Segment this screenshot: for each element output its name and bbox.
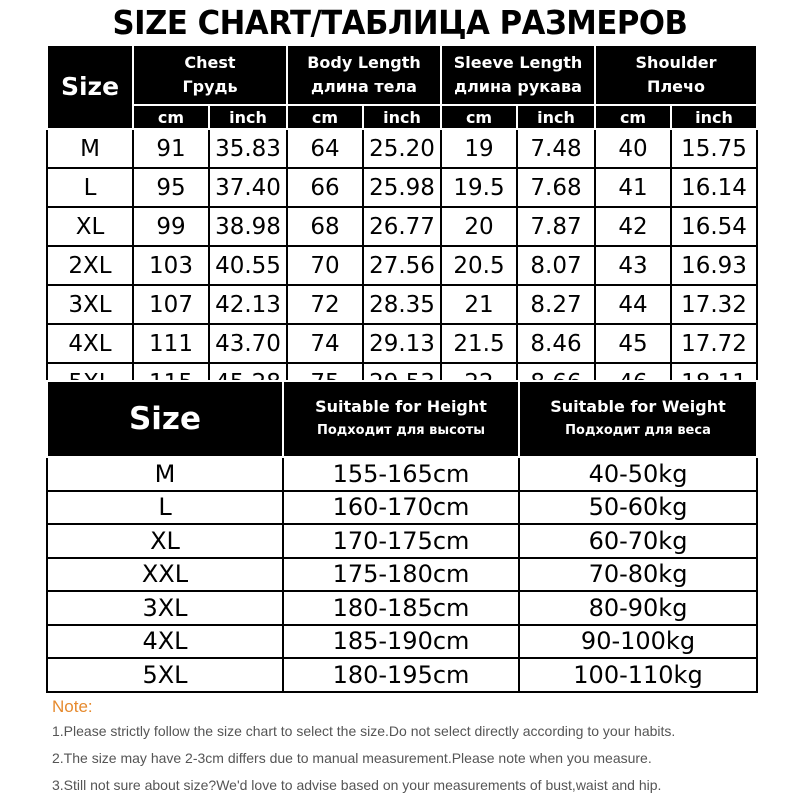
measurement-cell: 7.48: [517, 129, 595, 168]
measurement-cell: 15.75: [671, 129, 757, 168]
measurement-cell: 72: [287, 285, 363, 324]
size-cell: XL: [47, 207, 133, 246]
measurement-cell: 27.56: [363, 246, 441, 285]
measurement-cell: 45: [595, 324, 671, 363]
unit-header: cm: [287, 105, 363, 129]
fit-size-cell: XL: [47, 524, 283, 558]
table-row: [47, 558, 757, 592]
table-row: [47, 324, 757, 363]
body-length-header-en: Body Length: [307, 53, 421, 72]
sleeve-length-header-ru: длина рукава: [454, 77, 582, 96]
note-line-3: 3.Still not sure about size?We'd love to advise based on your measurements of bust,waist and hip.: [52, 777, 662, 793]
body-length-header-ru: длина тела: [311, 77, 417, 96]
measurement-cell: 95: [133, 168, 209, 207]
measurement-cell: 107: [133, 285, 209, 324]
weight-cell: 80-90kg: [519, 591, 757, 625]
table-row: [47, 625, 757, 659]
height-cell: 170-175cm: [283, 524, 519, 558]
measurement-cell: 25.98: [363, 168, 441, 207]
measurement-cell: 28.35: [363, 285, 441, 324]
measurement-cell: 44: [595, 285, 671, 324]
measurement-cell: 37.40: [209, 168, 287, 207]
measurement-cell: 20: [441, 207, 517, 246]
measurement-cell: 38.98: [209, 207, 287, 246]
fit-table: [46, 380, 758, 693]
measurement-cell: 21.5: [441, 324, 517, 363]
unit-header: cm: [595, 105, 671, 129]
measurement-cell: 103: [133, 246, 209, 285]
measurement-cell: 40: [595, 129, 671, 168]
measurement-table: [46, 44, 758, 403]
measurement-cell: 25.20: [363, 129, 441, 168]
weight-header: [519, 381, 757, 457]
note-line-1: 1.Please strictly follow the size chart to select the size.Do not select directly according to your habits.: [52, 723, 676, 739]
size-header: Size: [47, 45, 133, 129]
weight-cell: 60-70kg: [519, 524, 757, 558]
chest-header-ru: Грудь: [182, 77, 238, 96]
measurement-cell: 42: [595, 207, 671, 246]
fit-size-cell: 3XL: [47, 591, 283, 625]
table-row: [47, 129, 757, 168]
fit-size-header: Size: [47, 381, 283, 457]
measurement-cell: 43: [595, 246, 671, 285]
fit-size-cell: 4XL: [47, 625, 283, 659]
measurement-cell: 19.5: [441, 168, 517, 207]
measurement-cell: 16.93: [671, 246, 757, 285]
height-cell: 185-190cm: [283, 625, 519, 659]
size-cell: 3XL: [47, 285, 133, 324]
measurement-cell: 17.72: [671, 324, 757, 363]
fit-size-cell: XXL: [47, 558, 283, 592]
measurement-cell: 17.32: [671, 285, 757, 324]
measurement-cell: 74: [287, 324, 363, 363]
measurement-cell: 35.83: [209, 129, 287, 168]
table-row: [47, 658, 757, 692]
measurement-cell: 43.70: [209, 324, 287, 363]
unit-header: cm: [441, 105, 517, 129]
table-row: [47, 591, 757, 625]
unit-header: cm: [133, 105, 209, 129]
measurement-cell: 7.87: [517, 207, 595, 246]
body-length-header: [287, 45, 441, 105]
table-row: [47, 246, 757, 285]
weight-cell: 50-60kg: [519, 491, 757, 525]
chest-header-en: Chest: [184, 53, 236, 72]
height-header-ru: Подходит для высоты: [316, 423, 486, 438]
unit-header: inch: [363, 105, 441, 129]
height-cell: 155-165cm: [283, 457, 519, 491]
size-cell: 2XL: [47, 246, 133, 285]
weight-cell: 70-80kg: [519, 558, 757, 592]
measurement-cell: 8.07: [517, 246, 595, 285]
height-cell: 180-185cm: [283, 591, 519, 625]
measurement-cell: 41: [595, 168, 671, 207]
measurement-cell: 42.13: [209, 285, 287, 324]
weight-header-en: Suitable for Weight: [550, 397, 726, 416]
table-row: [47, 168, 757, 207]
unit-header: inch: [209, 105, 287, 129]
sleeve-length-header: [441, 45, 595, 105]
measurement-cell: 29.13: [363, 324, 441, 363]
shoulder-header-ru: Плечо: [647, 77, 705, 96]
measurement-cell: 21: [441, 285, 517, 324]
shoulder-header-en: Shoulder: [635, 53, 717, 72]
table-row: [47, 207, 757, 246]
table-row: [47, 491, 757, 525]
fit-size-cell: 5XL: [47, 658, 283, 692]
size-cell: L: [47, 168, 133, 207]
measurement-cell: 8.46: [517, 324, 595, 363]
fit-size-cell: L: [47, 491, 283, 525]
measurement-cell: 66: [287, 168, 363, 207]
measurement-cell: 64: [287, 129, 363, 168]
measurement-cell: 26.77: [363, 207, 441, 246]
note-line-2: 2.The size may have 2-3cm differs due to manual measurement.Please note when you measure.: [52, 750, 652, 766]
height-header-en: Suitable for Height: [315, 397, 487, 416]
height-cell: 175-180cm: [283, 558, 519, 592]
height-header: [283, 381, 519, 457]
measurement-cell: 70: [287, 246, 363, 285]
table-row: [47, 524, 757, 558]
table-row: [47, 285, 757, 324]
weight-cell: 90-100kg: [519, 625, 757, 659]
note-heading: Note:: [52, 697, 93, 716]
weight-header-ru: Подходит для веса: [565, 423, 711, 438]
size-cell: 4XL: [47, 324, 133, 363]
weight-cell: 40-50kg: [519, 457, 757, 491]
size-cell: M: [47, 129, 133, 168]
table-row: [47, 457, 757, 491]
unit-header: inch: [517, 105, 595, 129]
fit-size-cell: M: [47, 457, 283, 491]
height-cell: 160-170cm: [283, 491, 519, 525]
measurement-cell: 40.55: [209, 246, 287, 285]
measurement-cell: 111: [133, 324, 209, 363]
weight-cell: 100-110kg: [519, 658, 757, 692]
page-title: SIZE CHART/ТАБЛИЦА РАЗМЕРОВ: [112, 3, 688, 42]
measurement-cell: 68: [287, 207, 363, 246]
chest-header: [133, 45, 287, 105]
sleeve-length-header-en: Sleeve Length: [453, 53, 583, 72]
unit-header: inch: [671, 105, 757, 129]
measurement-cell: 16.14: [671, 168, 757, 207]
measurement-cell: 8.27: [517, 285, 595, 324]
measurement-cell: 99: [133, 207, 209, 246]
height-cell: 180-195cm: [283, 658, 519, 692]
measurement-cell: 19: [441, 129, 517, 168]
measurement-cell: 16.54: [671, 207, 757, 246]
shoulder-header: [595, 45, 757, 105]
measurement-cell: 7.68: [517, 168, 595, 207]
measurement-cell: 20.5: [441, 246, 517, 285]
measurement-cell: 91: [133, 129, 209, 168]
